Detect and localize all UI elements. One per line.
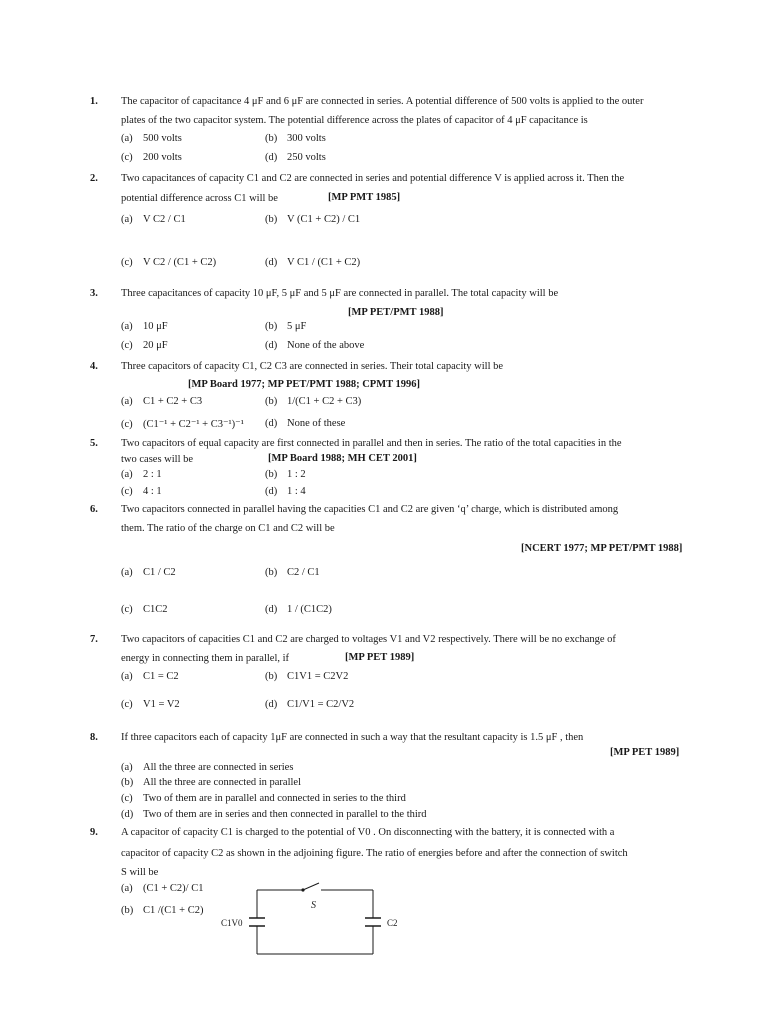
question-number: 8. (90, 732, 98, 743)
option-b: (b) C1 /(C1 + C2) (121, 905, 204, 916)
question-text-line: Two capacitors of equal capacity are first connected in parallel and then in series. The ratio of the total capacities in the (121, 438, 622, 449)
question-text-line: Three capacitances of capacity 10 μF, 5 μF and 5 μF are connected in parallel. The total capacity will be (121, 288, 559, 299)
question-number: 7. (90, 634, 98, 645)
question-text-line: If three capacitors each of capacity 1μF are connected in such a way that the resultant capacity is 1.5 μF , then (121, 732, 584, 743)
option-c: (c) (C1⁻¹ + C2⁻¹ + C3⁻¹)⁻¹ (121, 419, 244, 430)
option-c: (c) Two of them are in parallel and connected in series to the third (121, 793, 406, 804)
left-capacitor-label: C1V0 (221, 918, 243, 928)
option-c: (c) 4 : 1 (121, 486, 162, 497)
option-d: (d) 1 / (C1C2) (265, 604, 332, 615)
option-b: (b) 1/(C1 + C2 + C3) (265, 396, 362, 407)
question-number: 4. (90, 361, 98, 372)
option-c: (c) 200 volts (121, 152, 182, 163)
switch-blade (303, 883, 319, 890)
option-c: (c) V C2 / (C1 + C2) (121, 257, 217, 268)
option-d: (d) 250 volts (265, 152, 326, 163)
option-c: (c) V1 = V2 (121, 699, 180, 710)
option-d: (d) None of these (265, 418, 346, 429)
option-b: (b) C1V1 = C2V2 (265, 671, 349, 682)
question-number: 6. (90, 504, 98, 515)
question-text-line: Two capacitors connected in parallel having the capacities C1 and C2 are given ‘q’ charge, which is distributed among (121, 504, 619, 515)
right-capacitor-label: C2 (387, 918, 398, 928)
question-text-line: them. The ratio of the charge on C1 and C2 will be (121, 523, 335, 534)
option-a: (a) C1 = C2 (121, 671, 179, 682)
option-a: (a) 10 μF (121, 321, 168, 332)
question-text-line: S will be (121, 867, 159, 878)
option-a: (a) All the three are connected in series (121, 762, 294, 773)
option-a: (a) (C1 + C2)/ C1 (121, 883, 204, 894)
question-text-line: Three capacitors of capacity C1, C2 C3 are connected in series. Their total capacity will be (121, 361, 504, 372)
option-d: (d) 1 : 4 (265, 486, 306, 497)
option-d: (d) V C1 / (C1 + C2) (265, 257, 361, 268)
switch-contact (301, 888, 304, 891)
option-d: (d) None of the above (265, 340, 365, 351)
option-a: (a) V C2 / C1 (121, 214, 186, 225)
option-b: (b) 1 : 2 (265, 469, 306, 480)
question-number: 2. (90, 173, 98, 184)
question-text-line: energy in connecting them in parallel, if (121, 653, 290, 664)
option-d: (d) Two of them are in series and then connected in parallel to the third (121, 809, 427, 820)
question-text-line: Two capacitors of capacities C1 and C2 are charged to voltages V1 and V2 respectively. There will be no exchange of (121, 634, 616, 645)
exam-reference: [MP PET 1989] (345, 652, 415, 663)
question-number: 5. (90, 438, 98, 449)
exam-reference: [MP PET 1989] (610, 747, 680, 758)
exam-reference: [MP PMT 1985] (328, 192, 401, 203)
exam-reference: [MP Board 1988; MH CET 2001] (268, 453, 417, 464)
question-text-line: Two capacitances of capacity C1 and C2 are connected in series and potential difference V is applied across it. Then the (121, 173, 625, 184)
option-b: (b) 5 μF (265, 321, 307, 332)
option-a: (a) C1 + C2 + C3 (121, 396, 203, 407)
question-text-line: plates of the two capacitor system. The potential difference across the plates of capacitor of 4 μF capacitance is (121, 115, 588, 126)
option-b: (b) V (C1 + C2) / C1 (265, 214, 361, 225)
option-b: (b) C2 / C1 (265, 567, 320, 578)
exam-reference: [MP PET/PMT 1988] (348, 307, 444, 318)
option-d: (d) C1/V1 = C2/V2 (265, 699, 355, 710)
option-a: (a) C1 / C2 (121, 567, 176, 578)
question-number: 3. (90, 288, 98, 299)
option-a: (a) 2 : 1 (121, 469, 162, 480)
option-b: (b) All the three are connected in parallel (121, 777, 302, 788)
switch-label: S (311, 900, 316, 911)
question-text-line: A capacitor of capacity C1 is charged to the potential of V0 . On disconnecting with the battery, it is connected with a (121, 827, 615, 838)
option-c: (c) 20 μF (121, 340, 168, 351)
question-text-line: capacitor of capacity C2 as shown in the adjoining figure. The ratio of energies before and after the connection of switch (121, 848, 628, 859)
question-number: 1. (90, 96, 98, 107)
question-text-line: potential difference across C1 will be (121, 193, 278, 204)
question-text-line: two cases will be (121, 454, 194, 465)
question-number: 9. (90, 827, 98, 838)
option-b: (b) 300 volts (265, 133, 326, 144)
question-text-line: The capacitor of capacitance 4 μF and 6 μF are connected in series. A potential difference of 500 volts is applied to the outer (121, 96, 644, 107)
option-c: (c) C1C2 (121, 604, 168, 615)
option-a: (a) 500 volts (121, 133, 182, 144)
exam-reference: [MP Board 1977; MP PET/PMT 1988; CPMT 1996] (188, 379, 421, 390)
exam-reference: [NCERT 1977; MP PET/PMT 1988] (521, 543, 683, 554)
circuit-diagram (215, 878, 415, 958)
